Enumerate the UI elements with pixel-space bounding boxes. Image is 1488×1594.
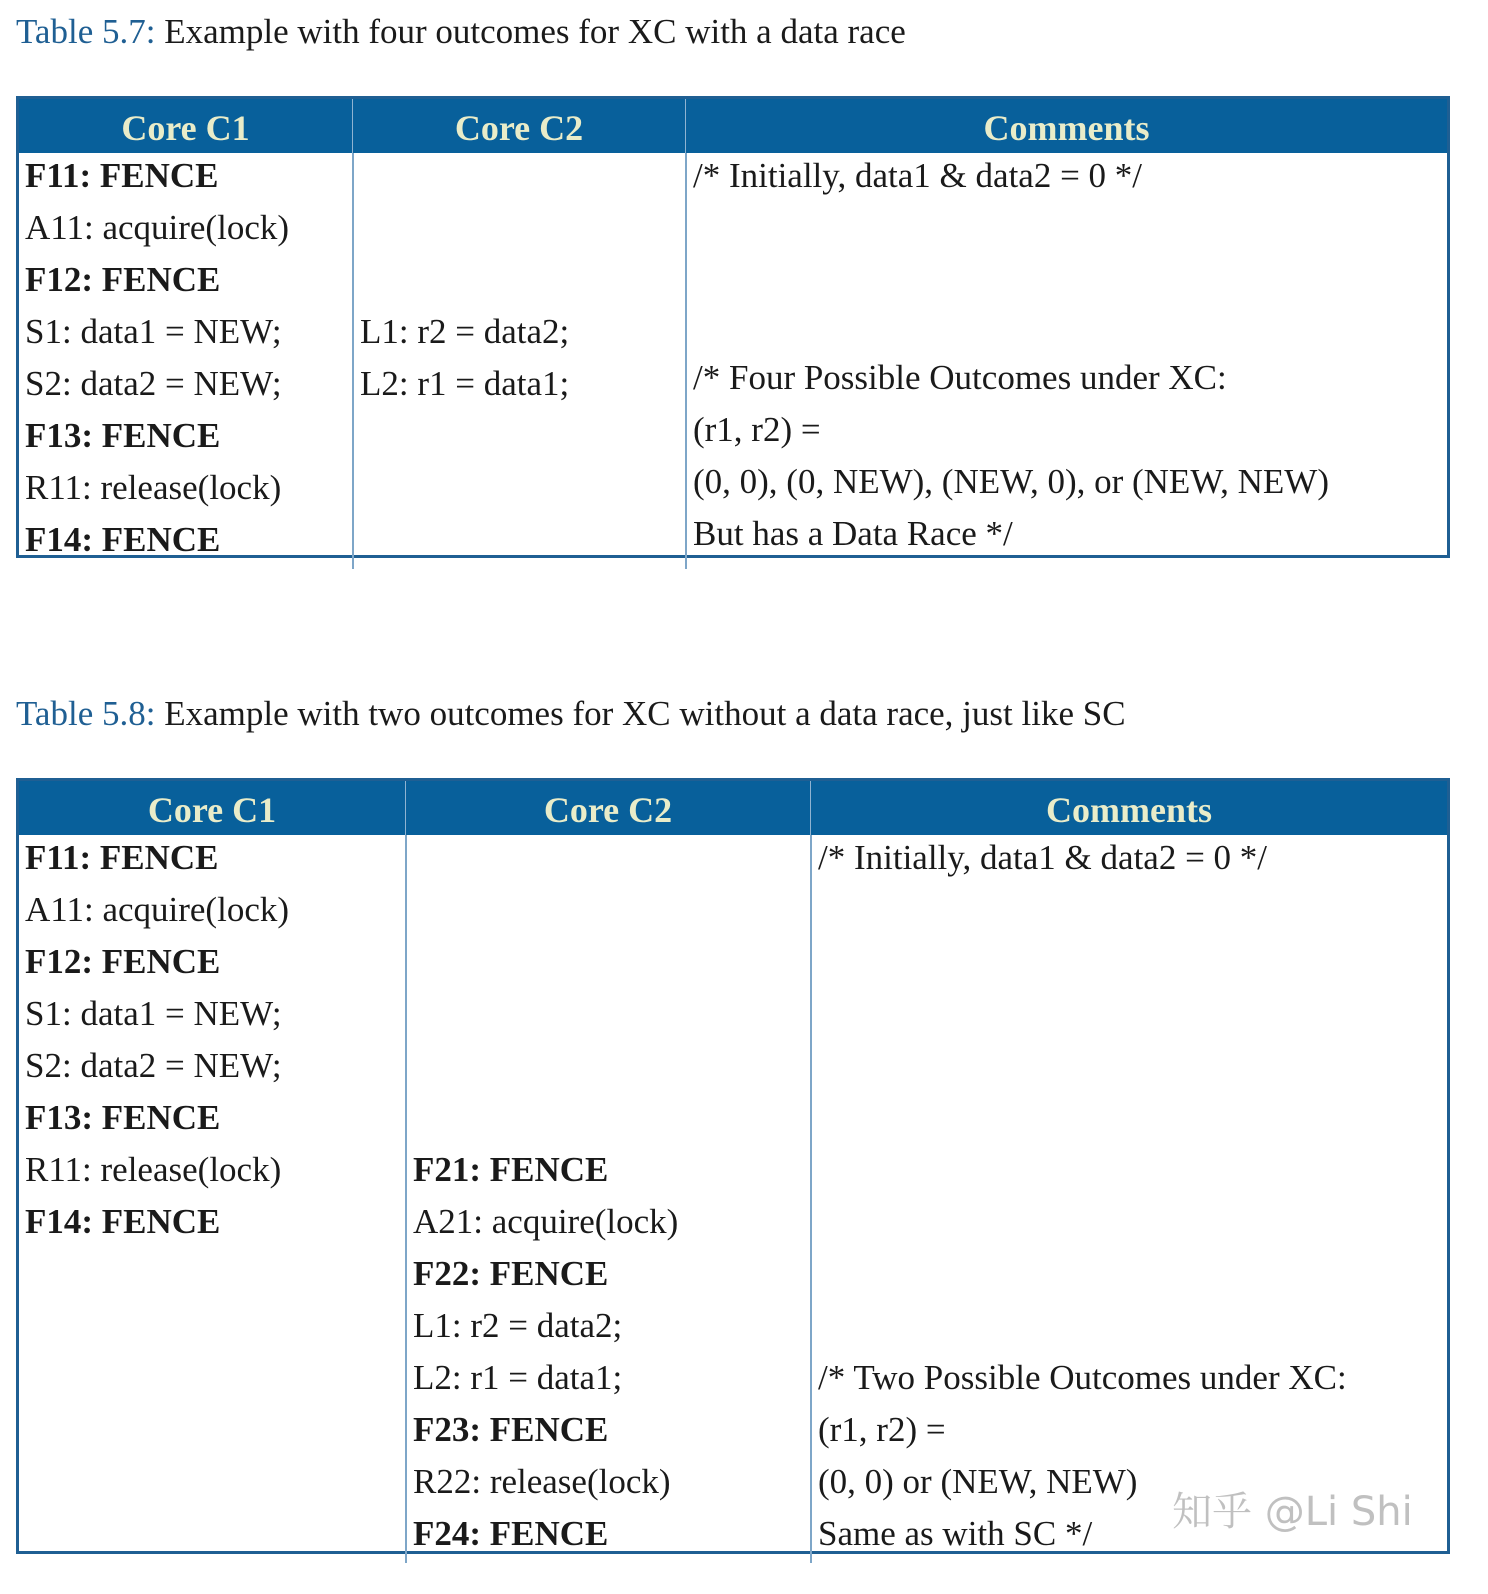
code-line: S1: data1 = NEW;	[25, 312, 282, 351]
header-comments: Comments	[685, 99, 1447, 153]
comment-line	[818, 991, 1441, 1043]
header-core-c1: Core C1	[19, 781, 405, 835]
comment-line	[693, 257, 1441, 309]
comment-line	[818, 1303, 1441, 1355]
column-core-c1	[19, 153, 352, 569]
watermark: 知乎 @Li Shi	[1172, 1489, 1413, 1535]
code-line	[413, 1095, 804, 1147]
code-line: R11: release(lock)	[25, 468, 282, 507]
column-core-c1	[19, 835, 405, 1563]
comment-line: (0, 0) or (NEW, NEW)	[818, 1462, 1138, 1501]
code-line: F14: FENCE	[25, 1202, 221, 1241]
comment-line: /* Two Possible Outcomes under XC:	[818, 1358, 1347, 1397]
header-core-c1: Core C1	[19, 99, 352, 153]
code-line	[360, 153, 679, 205]
code-line: S2: data2 = NEW;	[25, 1046, 282, 1085]
comment-line: (r1, r2) =	[693, 410, 821, 449]
caption-text: Example with four outcomes for XC with a data race	[155, 12, 906, 51]
code-line: R11: release(lock)	[25, 1150, 282, 1189]
code-line: F13: FENCE	[25, 1098, 221, 1137]
comment-line: (r1, r2) =	[818, 1410, 946, 1449]
code-line: A11: acquire(lock)	[25, 208, 290, 247]
code-line: F22: FENCE	[413, 1254, 609, 1293]
column-core-c2	[405, 835, 810, 1563]
comment-line	[818, 1095, 1441, 1147]
column-core-c2	[352, 153, 685, 569]
comment-line: But has a Data Race */	[693, 514, 1013, 553]
code-line: F13: FENCE	[25, 416, 221, 455]
code-line: L1: r2 = data2;	[360, 312, 570, 351]
code-line: F12: FENCE	[25, 942, 221, 981]
caption-label: Table 5.8:	[16, 694, 156, 733]
comment-line	[818, 1147, 1441, 1199]
code-line: F23: FENCE	[413, 1410, 609, 1449]
code-line: F21: FENCE	[413, 1150, 609, 1189]
code-line	[360, 257, 679, 309]
comment-line	[818, 939, 1441, 991]
comment-line	[818, 1199, 1441, 1251]
code-line	[360, 205, 679, 257]
table-5-7	[16, 96, 1450, 558]
comment-line	[693, 205, 1441, 257]
comment-line	[693, 309, 1441, 361]
header-core-c2: Core C2	[405, 781, 810, 835]
code-line: F24: FENCE	[413, 1514, 609, 1553]
table-5-7-caption	[16, 12, 906, 52]
code-line	[413, 887, 804, 939]
code-line: R22: release(lock)	[413, 1462, 671, 1501]
table-5-8	[16, 778, 1450, 1554]
code-line: A11: acquire(lock)	[25, 890, 290, 929]
code-line	[413, 939, 804, 991]
code-line: L2: r1 = data1;	[413, 1358, 623, 1397]
code-line: F14: FENCE	[25, 520, 221, 559]
code-line	[413, 835, 804, 887]
code-line	[360, 517, 679, 569]
comment-line: Same as with SC */	[818, 1514, 1093, 1553]
comment-line: /* Initially, data1 & data2 = 0 */	[693, 156, 1143, 195]
comment-line	[818, 1251, 1441, 1303]
code-line	[413, 1043, 804, 1095]
code-line: S1: data1 = NEW;	[25, 994, 282, 1033]
comment-line	[818, 1043, 1441, 1095]
column-comments	[810, 835, 1447, 1563]
comment-line: /* Four Possible Outcomes under XC:	[693, 358, 1227, 397]
code-line: F11: FENCE	[25, 838, 219, 877]
caption-text: Example with two outcomes for XC without a data race, just like SC	[155, 694, 1126, 733]
code-line: A21: acquire(lock)	[413, 1202, 679, 1241]
code-line	[413, 991, 804, 1043]
caption-label: Table 5.7:	[16, 12, 156, 51]
header-comments: Comments	[810, 781, 1447, 835]
code-line: L1: r2 = data2;	[413, 1306, 623, 1345]
code-line: S2: data2 = NEW;	[25, 364, 282, 403]
code-line: F11: FENCE	[25, 156, 219, 195]
code-line	[360, 413, 679, 465]
comment-line: /* Initially, data1 & data2 = 0 */	[818, 838, 1268, 877]
code-line: L2: r1 = data1;	[360, 364, 570, 403]
column-comments	[685, 153, 1447, 569]
code-line: F12: FENCE	[25, 260, 221, 299]
code-line	[360, 465, 679, 517]
header-core-c2: Core C2	[352, 99, 685, 153]
table-5-8-caption	[16, 694, 1126, 734]
comment-line	[818, 887, 1441, 939]
comment-line: (0, 0), (0, NEW), (NEW, 0), or (NEW, NEW)	[693, 462, 1329, 501]
